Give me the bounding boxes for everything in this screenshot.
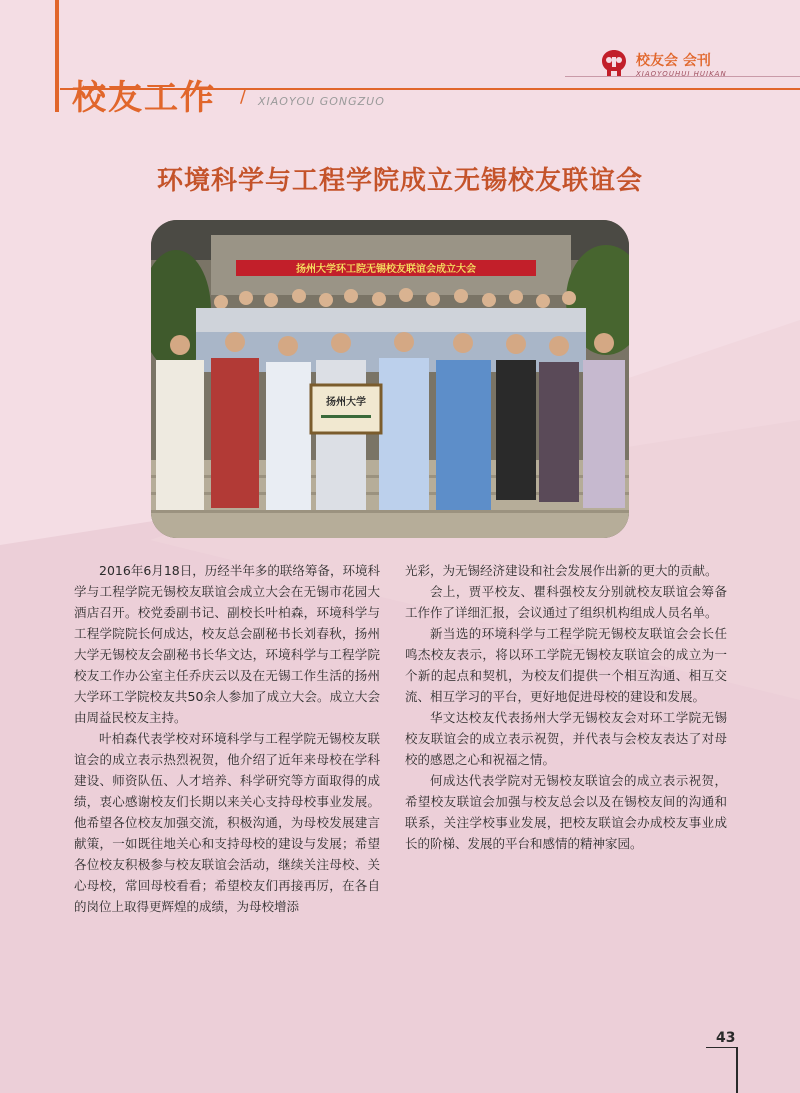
article-right-column (405, 560, 727, 854)
group-photo-illustration (151, 220, 629, 538)
brand-subtitle: XIAOYOUHUI HUIKAN (636, 70, 727, 78)
brand-name: 校友会 会刊 (636, 53, 711, 69)
paragraph: 新当选的环境科学与工程学院无锡校友联谊会会长任鸣杰校友表示，将以环工学院无锡校友联谊会的成立为一个新的起点和契机，为校友们提供一个相互沟通、相互交流、相互学习的平台，更好地促进母校的建设和发展。 (405, 626, 727, 704)
plaque-text: 扬州大学 (326, 397, 366, 408)
header-accent-vertical-line (55, 0, 59, 112)
paragraph: 2016年6月18日，历经半年多的联络筹备，环境科学与工程学院无锡校友联谊会成立大会在无锡市花园大酒店召开。校党委副书记、副校长叶柏森，环境科学与工程学院院长何成达，校友总会副秘书长刘春秋，扬州大学无锡校友会副秘书长华文达，环境科学与工程学院校友工作办公室主任乔庆云以及在无锡工作生活的扬州大学环工学院校友共50余人参加了成立大会。成立大会由周益民校友主持。 (74, 563, 380, 725)
page-number-rule (706, 1047, 738, 1048)
article-title: 环境科学与工程学院成立无锡校友联谊会 (156, 166, 643, 196)
paragraph: 会上，贾平校友、瞿科强校友分别就校友联谊会筹备工作作了详细汇报，会议通过了组织机构组成人员名单。 (405, 584, 727, 620)
alumni-association-logo-icon (598, 48, 630, 78)
paragraph: 光彩，为无锡经济建设和社会发展作出新的更大的贡献。 (405, 563, 718, 578)
section-slash: / (240, 86, 247, 107)
page-number-vertical-rule (736, 1048, 738, 1093)
paragraph: 何成达代表学院对无锡校友联谊会的成立表示祝贺，希望校友联谊会加强与校友总会以及在锡校友间的沟通和联系，关注学校事业发展，把校友联谊会办成校友事业成长的阶梯、发展的平台和感情的精神家园。 (405, 773, 727, 851)
group-photo (151, 220, 629, 538)
paragraph: 叶柏森代表学校对环境科学与工程学院无锡校友联谊会的成立表示热烈祝贺，他介绍了近年来母校在学科建设、师资队伍、人才培养、科学研究等方面取得的成绩，衷心感谢校友们长期以来关心支持母校事业发展。他希望各位校友加强交流，积极沟通，为母校发展建言献策，一如既往地关心和支持母校的建设与发展；希望各位校友积极参与校友联谊会活动，继续关注母校、关心母校，常回母校看看；希望校友们再接再厉，在各自的岗位上取得更辉煌的成绩，为母校增添 (74, 731, 380, 914)
section-subtitle: XIAOYOU GONGZUO (258, 95, 385, 108)
article-left-column (74, 560, 380, 917)
banner-text: 扬州大学环工院无锡校友联谊会成立大会 (296, 264, 476, 275)
paragraph: 华文达校友代表扬州大学无锡校友会对环工学院无锡校友联谊会的成立表示祝贺，并代表与会校友表达了对母校的感恩之心和祝福之情。 (405, 710, 727, 767)
section-title: 校友工作 (72, 78, 216, 118)
page-number: 43 (716, 1030, 736, 1046)
